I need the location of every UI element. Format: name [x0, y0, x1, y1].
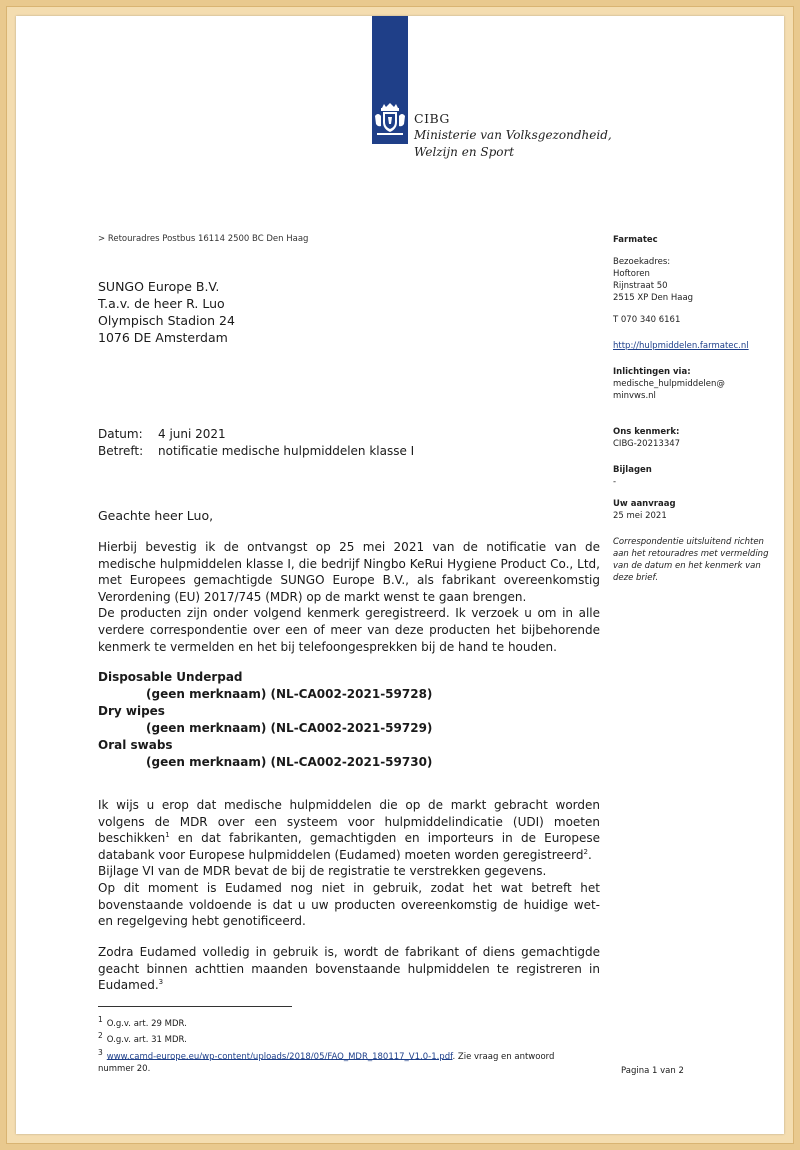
footnote-text: O.g.v. art. 31 MDR.: [106, 1035, 187, 1046]
product-name: Oral swabs: [98, 738, 173, 752]
organization-block: [414, 110, 612, 161]
addressee-line: Olympisch Stadion 24: [98, 313, 235, 328]
return-address: > Retouradres Postbus 16114 2500 BC Den Haag: [98, 234, 309, 244]
letter-meta: [98, 426, 414, 460]
product-code: (geen merknaam) (NL-CA002-2021-59729): [146, 721, 433, 735]
ministry-line-1: Ministerie van Volksgezondheid,: [414, 128, 612, 142]
visit-line: Rijnstraat 50: [613, 281, 668, 291]
footnote-text: O.g.v. art. 29 MDR.: [106, 1018, 187, 1029]
product-list: [98, 669, 432, 771]
paragraph-1-text: Hierbij bevestig ik de ontvangst op 25 mei 2021 van de notificatie van de medische hulpmiddelen klasse I, die bedrijf Ningbo KeRui Hygiene Product Co., Ltd, met Europees gemachtigde SUNGO Europe B.V., als fabrikant overeenkomstig Verordening (EU) 2017/745 (MDR) op de markt wenst te gaan brengen.: [98, 540, 600, 604]
salutation: Geachte heer Luo,: [98, 508, 214, 523]
request-value: 25 mei 2021: [613, 511, 667, 521]
subject-value: notificatie medische hulpmiddelen klasse I: [158, 444, 415, 458]
attachments-label: Bijlagen: [613, 465, 652, 475]
sidebar-info: [613, 234, 773, 584]
paragraph-2: [98, 797, 600, 930]
footnote-link[interactable]: www.camd-europe.eu/wp-content/uploads/2018/05/FAQ_MDR_180117_V1.0-1.pdf: [106, 1051, 453, 1062]
footnote-number: 2: [98, 1031, 103, 1041]
footnote-ref-2: 2: [583, 847, 588, 856]
info-label: Inlichtingen via:: [613, 367, 691, 377]
footnote: [98, 1014, 568, 1030]
attachments-value: -: [613, 477, 617, 487]
paragraph-2-main: [98, 797, 600, 863]
footnote-divider: [98, 1006, 292, 1007]
request-label: Uw aanvraag: [613, 499, 676, 509]
reference-value: CIBG-20213347: [613, 439, 681, 449]
addressee-line: T.a.v. de heer R. Luo: [98, 296, 225, 311]
paragraph-3: [98, 944, 600, 994]
paragraph-2-text-c: .: [587, 847, 592, 862]
footnote-ref-3: 3: [158, 978, 164, 987]
government-logo-bar: [372, 16, 408, 144]
date-row: [98, 426, 414, 443]
subject-label: Betreft:: [98, 444, 144, 458]
footnotes: [98, 1014, 568, 1075]
product-code: (geen merknaam) (NL-CA002-2021-59728): [146, 687, 433, 701]
footnote-number: 1: [98, 1015, 103, 1024]
footnote: [98, 1030, 568, 1046]
product-name: Dry wipes: [98, 704, 165, 718]
letter-page: [16, 16, 784, 1134]
page-number: Pagina 1 van 2: [621, 1066, 684, 1076]
product-code: (geen merknaam) (NL-CA002-2021-59730): [146, 755, 433, 769]
org-name: CIBG: [414, 111, 450, 126]
visit-line: Hoftoren: [613, 269, 650, 279]
addressee-line: SUNGO Europe B.V.: [98, 279, 220, 294]
reference-label: Ons kenmerk:: [613, 427, 680, 437]
correspondence-note: Correspondentie uitsluitend richten aan het retouradres met vermelding van de datum en het kenmerk van deze brief.: [613, 537, 769, 583]
info-line: medische_hulpmiddelen@: [613, 379, 725, 389]
addressee-line: 1076 DE Amsterdam: [98, 330, 228, 345]
visit-label: Bezoekadres:: [613, 257, 671, 267]
paragraph-2-eudamed: Op dit moment is Eudamed nog niet in gebruik, zodat het wat betreft het bovenstaande voldoende is dat u uw producten overeenkomstig de huidige wet- en regelgeving hebt genotificeerd.: [98, 880, 600, 929]
paragraph-2-text-b: en dat fabrikanten, gemachtigden en importeurs in de Europese databank voor Europese hulpmiddelen (Eudamed) moeten worden geregistreerd: [98, 831, 600, 862]
footnote-number: 3: [98, 1047, 103, 1057]
footnote-text: . Zie vraag en antwoord nummer 20.: [98, 1051, 555, 1074]
footnote: [98, 1047, 568, 1076]
paragraph-3-text: Zodra Eudamed volledig in gebruik is, wordt de fabrikant of diens gemachtigde geacht binnen achttien maanden bovenstaande hulpmiddelen te registreren in Eudamed.: [98, 945, 600, 993]
royal-crest-icon: [372, 102, 408, 138]
visit-line: 2515 XP Den Haag: [613, 293, 694, 303]
footnote-ref-1: 1: [165, 831, 170, 840]
paragraph-2-annex: Bijlage VI van de MDR bevat de bij de registratie te verstrekken gegevens.: [98, 864, 547, 879]
date-value: 4 juni 2021: [158, 427, 226, 441]
website-link[interactable]: http://hulpmiddelen.farmatec.nl: [613, 341, 749, 351]
date-label: Datum:: [98, 427, 143, 441]
paragraph-2-text-a: Ik wijs u erop dat medische hulpmiddelen die op de markt gebracht worden volgens de MDR over een systeem voor hulpmiddelindicatie (UDI) moeten beschikken: [98, 798, 600, 846]
phone-number: T 070 340 6161: [613, 315, 681, 325]
addressee-block: [98, 278, 235, 346]
subject-row: [98, 443, 414, 460]
ministry-line-2: Welzijn en Sport: [414, 145, 515, 159]
info-line: minvws.nl: [613, 391, 656, 401]
paragraph-1: [98, 539, 600, 655]
department-name: Farmatec: [613, 235, 658, 245]
product-name: Disposable Underpad: [98, 670, 243, 684]
paragraph-1b-text: De producten zijn onder volgend kenmerk geregistreerd. Ik verzoek u om in alle verdere correspondentie over een of meer van deze producten het bijbehorende kenmerk te vermelden en het bij telefoongesprekken bij de hand te houden.: [98, 606, 600, 654]
